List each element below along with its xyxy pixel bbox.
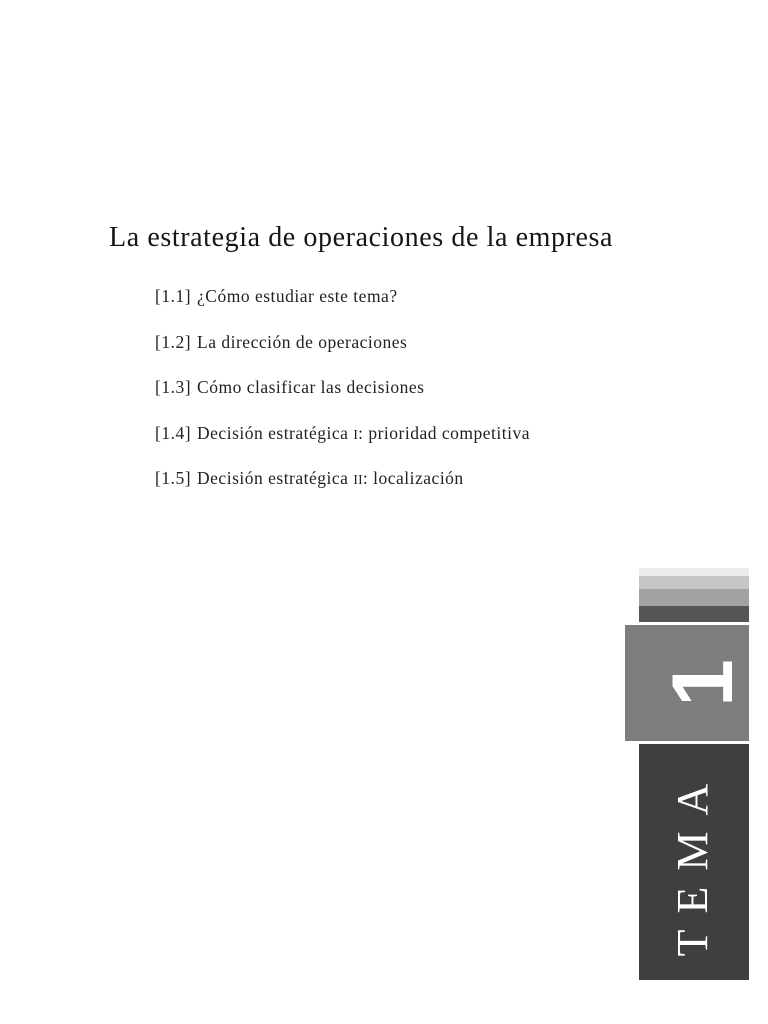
toc-item-1-2	[155, 332, 530, 378]
decorative-stripe	[639, 576, 749, 589]
toc-item-text: ¿Cómo estudiar este tema?	[197, 286, 398, 306]
table-of-contents	[155, 286, 530, 514]
toc-item-text: La dirección de operaciones	[197, 331, 408, 352]
roman-numeral: II	[353, 472, 363, 487]
toc-item-text-suffix: : localización	[362, 468, 464, 488]
decorative-stripe	[639, 606, 749, 622]
chapter-title: La estrategia de operaciones de la empresa	[109, 222, 614, 253]
chapter-label-box	[639, 744, 749, 980]
toc-item-1-5	[155, 468, 530, 514]
toc-item-number: [1.2]	[155, 331, 192, 352]
toc-item-text: Decisión estratégica	[197, 468, 354, 488]
decorative-stripe	[639, 589, 749, 606]
tema-label: TEMA	[668, 767, 717, 957]
toc-item-number: [1.4]	[155, 422, 192, 443]
toc-item-text: Decisión estratégica	[197, 422, 354, 443]
toc-item-1-3	[155, 377, 530, 423]
toc-item-1-4	[155, 423, 530, 469]
decorative-stripe	[639, 568, 749, 576]
toc-item-number: [1.3]	[155, 377, 192, 397]
chapter-number-box	[625, 625, 749, 741]
toc-item-text-suffix: : prioridad competitiva	[358, 422, 530, 443]
chapter-number: 1	[655, 659, 751, 707]
toc-item-text: Cómo clasificar las decisiones	[197, 377, 425, 397]
roman-numeral: I	[353, 426, 359, 442]
chapter-side-tab	[625, 568, 749, 980]
toc-item-number: [1.1]	[155, 286, 192, 306]
toc-item-number: [1.5]	[155, 468, 192, 488]
toc-item-1-1	[155, 286, 530, 332]
